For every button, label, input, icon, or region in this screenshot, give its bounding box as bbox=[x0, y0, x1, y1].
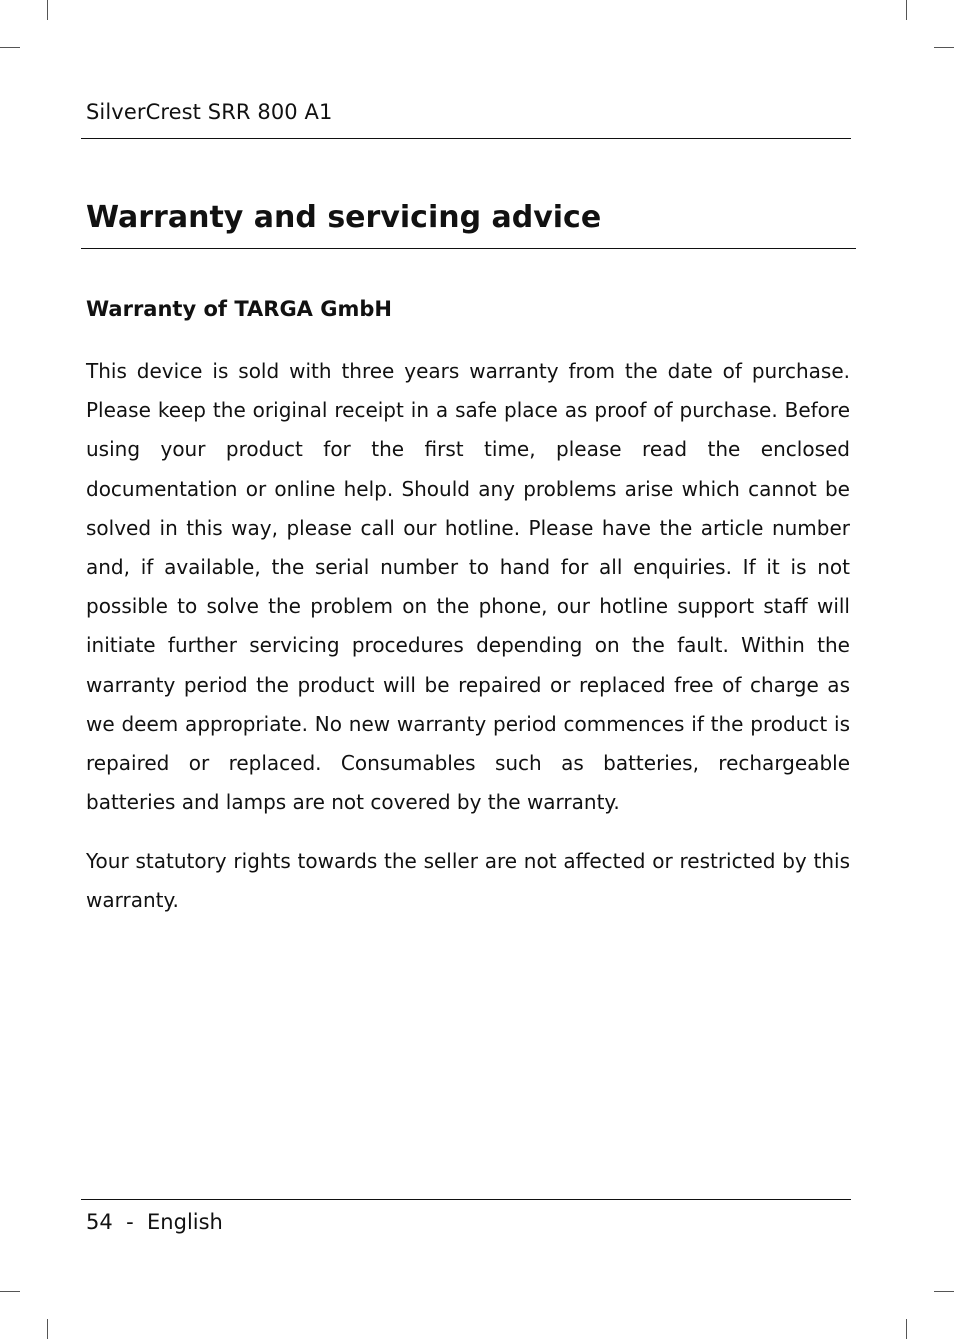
section-divider bbox=[81, 248, 856, 249]
subsection-title: Warranty of TARGA GmbH bbox=[86, 297, 392, 321]
crop-mark-bottom-right-vertical bbox=[906, 1319, 907, 1339]
crop-mark-bottom-right-horizontal bbox=[934, 1291, 954, 1292]
footer-separator: - bbox=[126, 1210, 134, 1234]
crop-mark-top-right-horizontal bbox=[934, 47, 954, 48]
crop-mark-bottom-left-horizontal bbox=[0, 1291, 20, 1292]
page-number: 54 bbox=[86, 1210, 113, 1234]
crop-mark-top-left-vertical bbox=[47, 0, 48, 20]
footer-divider bbox=[81, 1199, 851, 1200]
running-header: SilverCrest SRR 800 A1 bbox=[86, 100, 333, 124]
section-title: Warranty and servicing advice bbox=[86, 200, 602, 235]
header-divider bbox=[81, 138, 851, 139]
crop-mark-bottom-left-vertical bbox=[47, 1319, 48, 1339]
body-paragraph-statutory-rights: Your statutory rights towards the seller are not affected or restricted by this warranty. bbox=[86, 849, 850, 913]
footer-language: English bbox=[147, 1210, 223, 1234]
page-footer bbox=[86, 1207, 223, 1237]
crop-mark-top-left-horizontal bbox=[0, 47, 20, 48]
crop-mark-top-right-vertical bbox=[906, 0, 907, 20]
body-paragraph-warranty-terms: This device is sold with three years warranty from the date of purchase. Please keep the original receipt in a safe place as proof of purchase. Before using your product for the first time, please read the enclosed documentation or online help. Should any problems arise which cannot be solved in this way, please call our hotline. Please have the article number and, if available, the serial number to hand for all enquiries. If it is not possible to solve the problem on the phone, our hotline support staff will initiate further servicing procedures depending on the fault. Within the warranty period the product will be repaired or replaced free of charge as we deem appropriate. No new warranty period commences if the product is repaired or replaced. Consumables such as batteries, rechargeable batteries and lamps are not covered by the warranty. bbox=[86, 359, 850, 815]
